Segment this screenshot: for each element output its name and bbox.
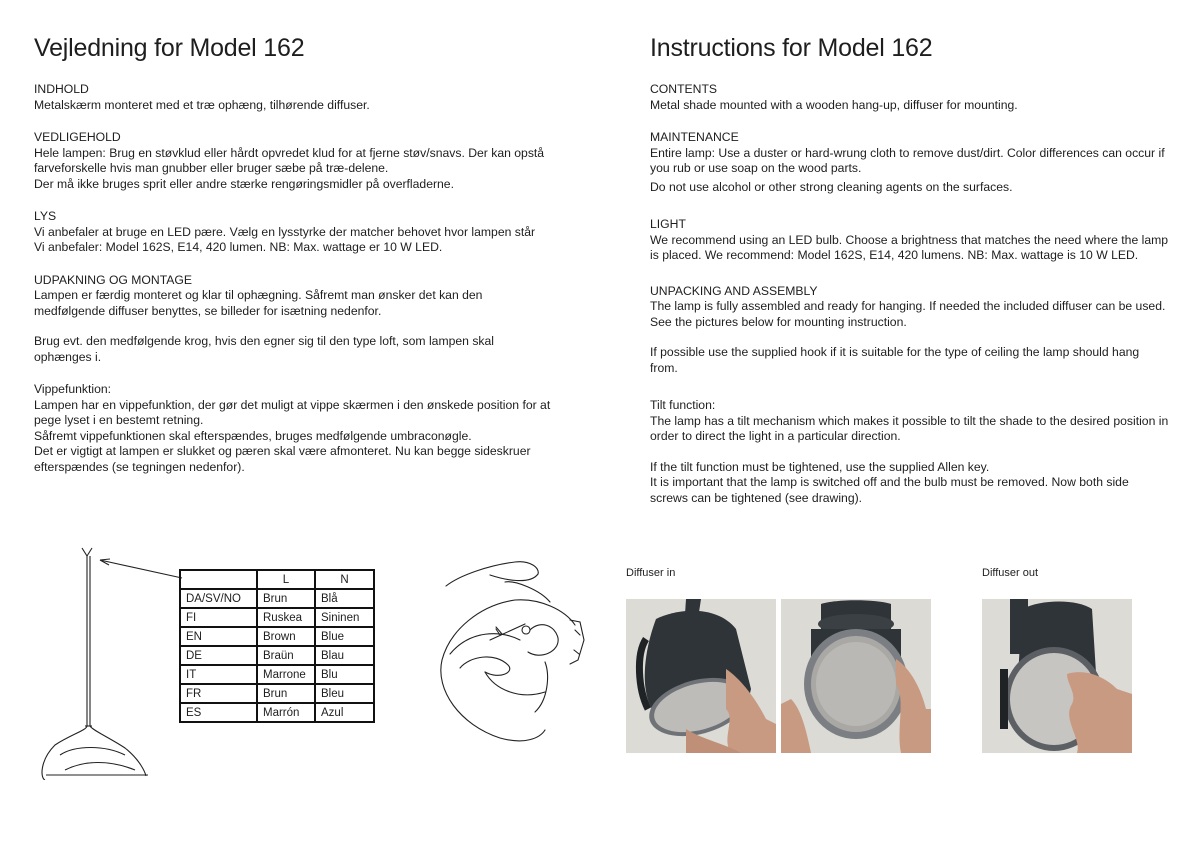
photo-diffuser-in-front [781, 599, 931, 753]
section-text: Hele lampen: Brug en støvklud eller hårdt opvredet klud for at fjerne støv/snavs. Der kan opstå farveforskelle hvis man gnubber eller bruger sæbe på træ-delene. [34, 145, 545, 175]
table-row [180, 589, 374, 608]
photo-diffuser-out [982, 599, 1132, 753]
table-cell: Blau [315, 646, 374, 665]
section-tilt-function [650, 398, 1170, 506]
table-cell: DE [180, 646, 257, 665]
section-text: Metal shade mounted with a wooden hang-up, diffuser for mounting. [650, 97, 1018, 112]
section-text: We recommend using an LED bulb. Choose a brightness that matches the need where the lamp is placed. We recommend: Model 162S, E14, 420 lumens. NB: Max. wattage is 10 W LED. [650, 232, 1169, 262]
table-cell: Sininen [315, 608, 374, 627]
table-cell: EN [180, 627, 257, 646]
caption-diffuser-in: Diffuser in [626, 567, 676, 579]
page-title-english: Instructions for Model 162 [650, 34, 933, 62]
caption-diffuser-out: Diffuser out [982, 567, 1039, 579]
section-text: If the tilt function must be tightened, use the supplied Allen key. [650, 459, 990, 474]
table-cell: Brun [257, 589, 315, 608]
section-text: The lamp is fully assembled and ready for hanging. If needed the included diffuser can be used. See the pictures below for mounting instruction. [650, 299, 1166, 329]
section-heading: LIGHT [650, 217, 686, 231]
table-row [180, 608, 374, 627]
section-heading: LYS [34, 209, 57, 223]
table-header-cell: N [315, 570, 374, 589]
table-cell: Brown [257, 627, 315, 646]
section-contents [650, 82, 1170, 113]
section-text: Brug evt. den medfølgende krog, hvis den egner sig til den type loft, som lampen skal ophænges i. [34, 334, 494, 364]
section-text: Der må ikke bruges sprit eller andre stærke rengøringsmidler på overfladerne. [34, 176, 454, 191]
section-text: Det er vigtigt at lampen er slukket og pæren skal være afmonteret. Nu kan begge sideskruer efterspændes (se tegningen nedenfor). [34, 444, 531, 474]
section-text: Do not use alcohol or other strong cleaning agents on the surfaces. [650, 179, 1013, 194]
section-udpakning [34, 273, 554, 366]
section-text: Såfremt vippefunktionen skal efterspændes, bruges medfølgende umbraconøgle. [34, 428, 472, 443]
section-heading: MAINTENANCE [650, 130, 739, 144]
section-light [650, 217, 1170, 264]
table-cell: FR [180, 684, 257, 703]
table-cell: FI [180, 608, 257, 627]
section-text: Entire lamp: Use a duster or hard-wrung cloth to remove dust/dirt. Color differences can occur if you rub or use soap on the wood parts. [650, 145, 1165, 175]
english-instructions [650, 34, 1170, 523]
table-cell: Brun [257, 684, 315, 703]
section-heading: UNPACKING AND ASSEMBLY [650, 283, 818, 298]
section-maintenance [650, 130, 1170, 195]
danish-instructions [34, 34, 554, 492]
section-text: Vi anbefaler at bruge en LED pære. Vælg en lysstyrke der matcher behovet hvor lampen står [34, 224, 536, 239]
section-heading: Tilt function: [650, 398, 716, 412]
section-unpacking [650, 284, 1170, 377]
section-text: It is important that the lamp is switched off and the bulb must be removed. Now both side screws can be tightened (see drawing). [650, 475, 1129, 505]
section-heading: CONTENTS [650, 82, 718, 96]
section-indhold [34, 82, 554, 113]
table-row [180, 684, 374, 703]
table-row [180, 627, 374, 646]
section-heading: INDHOLD [34, 82, 89, 96]
page-title-danish: Vejledning for Model 162 [34, 34, 305, 62]
section-text: Metalskærm monteret med et træ ophæng, tilhørende diffuser. [34, 97, 370, 112]
table-row [180, 646, 374, 665]
table-cell: Marrone [257, 665, 315, 684]
section-text: If possible use the supplied hook if it is suitable for the type of ceiling the lamp should hang from. [650, 345, 1140, 375]
table-cell: DA/SV/NO [180, 589, 257, 608]
table-cell: Ruskea [257, 608, 315, 627]
section-lys [34, 209, 554, 256]
table-cell: Marrón [257, 703, 315, 722]
section-heading: UDPAKNING OG MONTAGE [34, 272, 192, 287]
table-header-cell [180, 570, 257, 589]
section-heading: Vippefunktion: [34, 382, 112, 396]
table-header-cell: L [257, 570, 315, 589]
table-header-row [180, 570, 374, 589]
photo-diffuser-in-angled [626, 599, 776, 753]
table-cell: ES [180, 703, 257, 722]
table-cell: Blu [315, 665, 374, 684]
tightening-screw-drawing [430, 560, 595, 745]
table-cell: IT [180, 665, 257, 684]
table-row [180, 703, 374, 722]
table-cell: Blue [315, 627, 374, 646]
table-cell: Braün [257, 646, 315, 665]
section-heading: VEDLIGEHOLD [34, 130, 121, 144]
section-text: The lamp has a tilt mechanism which makes it possible to tilt the shade to the desired position in order to direct the light in a particular direction. [650, 413, 1169, 443]
table-cell: Azul [315, 703, 374, 722]
section-text: Lampen er færdig monteret og klar til ophægning. Såfremt man ønsker det kan den medfølgende diffuser benyttes, se billeder for isætning nedenfor. [34, 288, 483, 318]
table-cell: Blå [315, 589, 374, 608]
section-vippefunktion [34, 382, 554, 475]
section-text: Vi anbefaler: Model 162S, E14, 420 lumen. NB: Max. wattage er 10 W LED. [34, 240, 443, 254]
pendant-cord-drawing [30, 540, 190, 780]
section-text: Lampen har en vippefunktion, der gør det muligt at vippe skærmen i den ønskede position for at pege lyset i en bestemt retning. [34, 397, 551, 427]
cable-color-table [179, 569, 375, 723]
section-vedligehold [34, 130, 554, 192]
table-cell: Bleu [315, 684, 374, 703]
table-row [180, 665, 374, 684]
